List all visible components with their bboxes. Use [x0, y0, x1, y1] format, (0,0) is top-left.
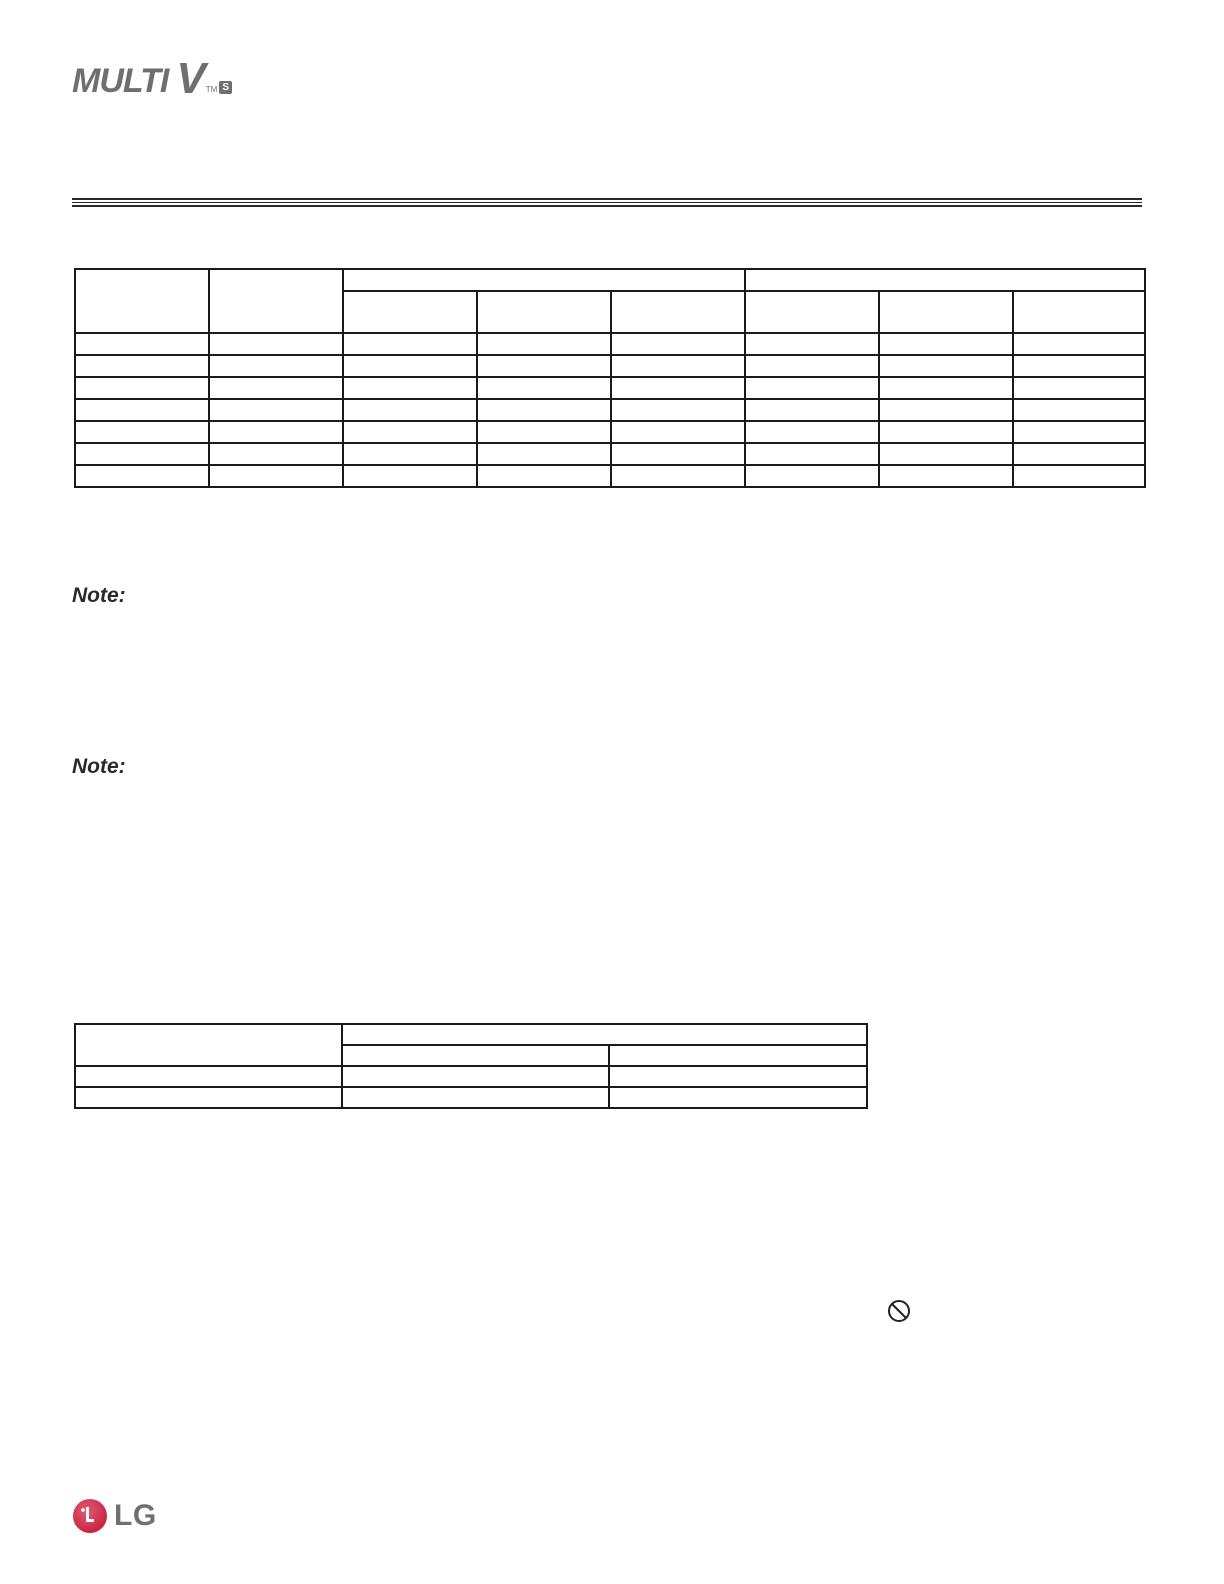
table-cell — [75, 443, 209, 465]
table-cell — [1013, 421, 1145, 443]
table-cell — [1013, 355, 1145, 377]
table-cell — [745, 443, 879, 465]
table-header-cell — [209, 269, 343, 333]
table-header-group-cell — [343, 269, 745, 291]
note-label: Note: — [72, 755, 126, 778]
note-label: Note: — [72, 584, 126, 607]
header-rule — [72, 198, 1142, 200]
table-subheader-cell — [1013, 291, 1145, 333]
table-cell — [1013, 465, 1145, 487]
table-cell — [745, 465, 879, 487]
table-cell — [879, 421, 1013, 443]
table-cell — [343, 399, 477, 421]
table-cell — [745, 355, 879, 377]
table-subheader-cell — [342, 1045, 609, 1066]
table-cell — [477, 443, 611, 465]
spec-table — [74, 268, 1146, 488]
table-cell — [75, 421, 209, 443]
table-cell — [342, 1066, 609, 1087]
table-subheader-cell — [611, 291, 745, 333]
table-row — [75, 333, 1145, 355]
table-subheader-cell — [745, 291, 879, 333]
table-row — [75, 443, 1145, 465]
table-cell — [1013, 333, 1145, 355]
table-cell — [209, 421, 343, 443]
table-cell — [477, 355, 611, 377]
table-cell — [75, 465, 209, 487]
table-cell — [343, 421, 477, 443]
table-cell — [477, 377, 611, 399]
table-header-cell — [75, 1024, 342, 1066]
table-cell — [209, 355, 343, 377]
table-cell — [745, 421, 879, 443]
table-subheader-cell — [477, 291, 611, 333]
table-cell — [477, 333, 611, 355]
table-cell — [477, 421, 611, 443]
table-cell — [611, 443, 745, 465]
table-cell — [611, 377, 745, 399]
table-cell — [343, 355, 477, 377]
table-header-cell — [75, 269, 209, 333]
table-cell — [477, 465, 611, 487]
table-cell — [879, 399, 1013, 421]
table-cell — [611, 465, 745, 487]
table-header-row — [75, 269, 1145, 291]
table-cell — [209, 465, 343, 487]
table-header-row — [75, 1024, 867, 1045]
table-cell — [75, 333, 209, 355]
table-cell — [609, 1066, 867, 1087]
table-cell — [75, 355, 209, 377]
table-cell — [879, 443, 1013, 465]
lg-wordmark: LG — [114, 1499, 157, 1532]
logo-letter: V — [176, 54, 206, 103]
table-cell — [745, 333, 879, 355]
table-cell — [75, 399, 209, 421]
table-cell — [343, 377, 477, 399]
table-cell — [879, 377, 1013, 399]
table-cell — [745, 399, 879, 421]
table-row — [75, 1066, 867, 1087]
logo-suffix-badge: S — [219, 81, 232, 94]
secondary-table — [74, 1023, 868, 1109]
logo-word: MULTI — [72, 62, 169, 100]
table-cell — [879, 355, 1013, 377]
table-row — [75, 1087, 867, 1108]
multi-v-s-logo — [72, 54, 232, 103]
table-cell — [75, 377, 209, 399]
table-cell — [879, 465, 1013, 487]
table-cell — [342, 1087, 609, 1108]
table-cell — [879, 333, 1013, 355]
table-cell — [611, 333, 745, 355]
table-cell — [745, 377, 879, 399]
header-rule — [72, 205, 1142, 207]
table-cell — [343, 465, 477, 487]
table-cell — [343, 443, 477, 465]
table-subheader-cell — [343, 291, 477, 333]
table-cell — [611, 355, 745, 377]
table-header-group-cell — [342, 1024, 867, 1045]
table-row — [75, 399, 1145, 421]
table-cell — [209, 443, 343, 465]
logo-trademark: TM — [205, 85, 218, 94]
table-subheader-cell — [879, 291, 1013, 333]
table-cell — [343, 333, 477, 355]
table-row — [75, 465, 1145, 487]
table-cell — [477, 399, 611, 421]
table-row — [75, 377, 1145, 399]
table-cell — [611, 399, 745, 421]
table-cell — [75, 1066, 342, 1087]
table-row — [75, 421, 1145, 443]
table-subheader-cell — [609, 1045, 867, 1066]
table-cell — [209, 377, 343, 399]
table-cell — [1013, 443, 1145, 465]
table-cell — [611, 421, 745, 443]
table-cell — [75, 1087, 342, 1108]
table-cell — [1013, 399, 1145, 421]
prohibition-icon — [887, 1299, 911, 1323]
lg-logo — [72, 1498, 157, 1534]
lg-logo-icon — [72, 1498, 108, 1534]
header-rule — [72, 202, 1142, 203]
table-cell — [209, 399, 343, 421]
table-cell — [1013, 377, 1145, 399]
table-cell — [209, 333, 343, 355]
table-row — [75, 355, 1145, 377]
table-header-group-cell — [745, 269, 1145, 291]
table-cell — [609, 1087, 867, 1108]
